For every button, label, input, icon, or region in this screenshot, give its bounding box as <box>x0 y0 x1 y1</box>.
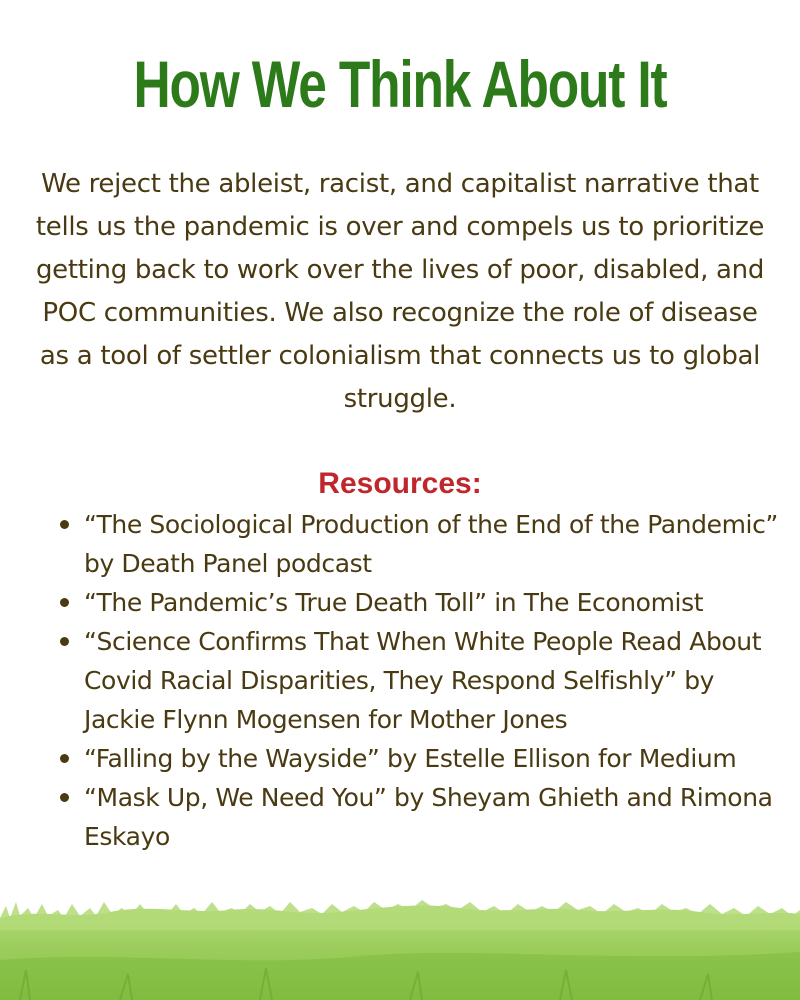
bullet-icon <box>60 598 69 607</box>
page-title: How We Think About It <box>133 47 667 121</box>
resource-item <box>58 583 778 622</box>
resource-item <box>58 622 778 739</box>
resource-item <box>58 739 778 778</box>
bullet-icon <box>60 520 69 529</box>
resource-item <box>58 505 778 583</box>
bullet-icon <box>60 754 69 763</box>
bullet-icon <box>60 637 69 646</box>
bullet-icon <box>60 793 69 802</box>
statement-paragraph: We reject the ableist, racist, and capitalist narrative that tells us the pandemic is over and compels us to prioritize getting back to work over the lives of poor, disabled, and POC communities. We also recognize the role of disease as a tool of settler colonialism that connects us to global struggle. <box>35 169 765 414</box>
resource-item-text: “The Pandemic’s True Death Toll” in The Economist <box>84 588 704 617</box>
resource-item-text: “Science Confirms That When White People Read About Covid Racial Disparities, They Respond Selfishly” by Jackie Flynn Mogensen for Mother Jones <box>84 627 762 734</box>
resource-item-text: “The Sociological Production of the End of the Pandemic” by Death Panel podcast <box>84 510 778 578</box>
resource-item-text: “Mask Up, We Need You” by Sheyam Ghieth and Rimona Eskayo <box>84 783 773 851</box>
resources-heading: Resources: <box>318 467 482 500</box>
resource-item <box>58 778 778 856</box>
resource-list <box>58 505 778 856</box>
grass-field-illustration <box>0 890 800 1000</box>
resource-item-text: “Falling by the Wayside” by Estelle Ellison for Medium <box>84 744 737 773</box>
